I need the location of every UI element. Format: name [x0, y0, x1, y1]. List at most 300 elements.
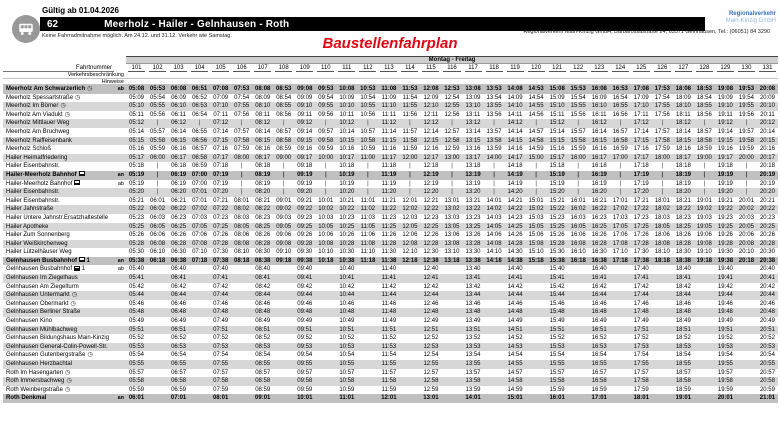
time-cell	[231, 317, 252, 326]
time-cell: 07:01	[192, 189, 208, 196]
time-cell: 16:09	[591, 94, 607, 101]
time-cell: 09:14	[297, 128, 313, 135]
time-cell: 16:00	[570, 154, 586, 161]
time-cell: 15:40	[549, 266, 565, 273]
time-cell: 17:38	[633, 257, 649, 264]
time-cell	[484, 308, 505, 317]
time-cell: 19:46	[717, 300, 733, 307]
time-cell: 09:22	[297, 206, 313, 213]
time-cell	[399, 283, 420, 292]
time-cell: 17:06	[612, 232, 628, 239]
time-cell	[231, 326, 252, 335]
arrival-departure-mark	[114, 334, 126, 343]
time-cell: 14:08	[486, 240, 502, 247]
time-cell	[568, 274, 589, 283]
time-cell: 09:55	[297, 361, 313, 367]
time-cell: 20:10	[759, 103, 775, 110]
stop-name-cell	[3, 137, 114, 146]
time-cell: 13:54	[486, 94, 502, 101]
time-cell: 06:05	[150, 223, 166, 230]
time-cell: 13:17	[465, 154, 481, 161]
trip-number: 129	[717, 64, 734, 72]
time-cell: 13:58	[465, 378, 481, 385]
time-cell: 11:23	[381, 214, 397, 221]
time-cell	[484, 317, 505, 326]
time-cell: 06:26	[171, 232, 187, 239]
time-cell: 18:30	[675, 249, 691, 256]
time-cell	[441, 326, 462, 335]
time-cell	[147, 265, 168, 274]
stop-name: Meerholz Mittlauer Weg	[6, 120, 70, 127]
time-cell: 18:21	[675, 197, 691, 204]
time-cell: 09:11	[297, 111, 313, 118]
time-cell: 15:55	[570, 103, 586, 110]
time-cell	[736, 386, 757, 395]
time-cell: 19:55	[717, 361, 733, 367]
clock-icon: ◷	[60, 103, 66, 110]
time-cell: 11:08	[381, 86, 397, 92]
time-cell: 13:11	[465, 111, 481, 118]
time-cell: 20:28	[759, 240, 775, 247]
time-cell: 09:08	[297, 86, 313, 92]
time-cell: 10:40	[339, 266, 355, 273]
time-cell: 19:08	[696, 240, 712, 247]
time-cell: 06:59	[171, 386, 187, 393]
time-cell: 10:11	[339, 111, 355, 118]
time-cell: 07:16	[213, 146, 229, 153]
stop-name: Hailer Jahnstraße	[6, 206, 54, 213]
time-cell: 06:17	[171, 154, 187, 161]
time-cell: 06:23	[171, 214, 187, 221]
stop-row	[3, 85, 778, 94]
time-cell: 19:18	[717, 163, 733, 170]
time-cell: 07:02	[192, 206, 208, 213]
time-cell	[189, 360, 210, 369]
time-cell	[231, 300, 252, 309]
time-cell: 13:02	[444, 206, 460, 213]
time-cell: |	[535, 163, 537, 170]
arrival-departure-mark	[114, 248, 126, 257]
time-cell: 16:52	[591, 335, 607, 342]
time-cell: 15:48	[549, 309, 565, 316]
time-cell: 17:11	[633, 111, 649, 118]
time-cell: 06:53	[192, 103, 208, 110]
time-cell: 16:16	[591, 146, 607, 153]
time-cell: 11:05	[360, 223, 376, 230]
time-cell: 10:22	[339, 206, 355, 213]
time-cell: 13:56	[486, 111, 502, 118]
time-cell: 08:12	[255, 120, 271, 127]
time-cell: |	[619, 120, 622, 127]
time-cell: 20:05	[738, 223, 754, 230]
clock-icon: ◷	[65, 369, 71, 376]
time-cell: 05:11	[129, 111, 144, 118]
time-cell: 06:12	[171, 120, 187, 127]
time-cell: 08:22	[255, 206, 271, 213]
time-cell: 19:14	[717, 128, 733, 135]
time-cell: 15:53	[549, 343, 565, 350]
stop-row	[3, 111, 778, 120]
time-cell: 05:20	[129, 189, 145, 196]
time-cell	[736, 351, 757, 360]
time-cell: 14:17	[507, 154, 523, 161]
time-cell: 13:10	[444, 249, 460, 256]
stop-row	[3, 145, 778, 154]
time-cell: 19:00	[696, 154, 712, 161]
trip-number: 105	[212, 64, 229, 72]
time-cell	[526, 274, 547, 283]
time-cell: 06:54	[171, 352, 187, 359]
time-cell: 13:52	[465, 335, 481, 342]
stop-name-cell	[3, 343, 114, 352]
time-cell	[399, 394, 420, 403]
time-cell: 17:03	[612, 214, 628, 221]
time-cell	[652, 377, 673, 386]
time-cell: 09:41	[297, 275, 313, 282]
time-cell: 17:40	[633, 266, 649, 273]
time-cell: 17:54	[654, 94, 670, 101]
time-cell: 08:01	[212, 395, 229, 402]
time-cell	[399, 317, 420, 326]
time-cell: 07:10	[213, 103, 229, 110]
time-cell: 13:53	[486, 86, 502, 92]
stop-name-cell	[3, 386, 114, 395]
stop-name: Roth Weinbergstraße	[6, 386, 63, 393]
time-cell	[694, 283, 715, 292]
time-cell: 18:11	[676, 111, 691, 118]
time-cell	[189, 369, 210, 378]
time-cell: 18:55	[675, 361, 691, 367]
time-cell	[484, 377, 505, 386]
company-logo-line2: Main-Kinzig GmbH	[725, 17, 776, 24]
time-cell: 09:49	[297, 318, 313, 325]
time-cell	[568, 283, 589, 292]
time-cell: 12:19	[423, 180, 439, 187]
time-cell: 15:54	[570, 94, 586, 101]
time-cell	[568, 300, 589, 309]
time-cell: 08:14	[255, 128, 271, 135]
time-cell: 09:28	[297, 240, 313, 247]
time-cell: 15:10	[549, 103, 565, 110]
time-cell	[315, 265, 336, 274]
time-cell: 06:55	[171, 361, 187, 367]
time-cell: 08:56	[276, 111, 292, 118]
time-cell	[189, 300, 210, 309]
platform-number: 1	[86, 257, 90, 264]
arrival-departure-mark	[114, 308, 126, 317]
time-cell: 08:55	[255, 361, 271, 367]
time-cell	[315, 343, 336, 352]
time-cell: 15:57	[570, 128, 586, 135]
arrival-departure-mark	[114, 154, 126, 163]
time-cell: 19:06	[696, 232, 712, 239]
time-cell: 17:18	[612, 257, 628, 264]
time-cell: 21:01	[759, 395, 776, 402]
stop-row	[3, 308, 778, 317]
time-cell	[652, 360, 673, 369]
stop-name: Meerholz Raiffeisenbank	[6, 137, 72, 144]
time-cell: 19:58	[717, 378, 733, 385]
trip-number: 125	[633, 64, 650, 72]
time-cell: 13:20	[465, 189, 481, 196]
time-cell: 16:48	[591, 309, 607, 316]
time-cell: 20:40	[759, 266, 775, 273]
time-cell: 10:59	[339, 386, 355, 393]
time-cell: 16:08	[591, 86, 607, 92]
time-cell: 18:20	[675, 189, 691, 196]
time-cell: 20:58	[759, 378, 775, 385]
trip-number: 130	[738, 64, 755, 72]
time-cell: 14:58	[507, 378, 523, 385]
time-cell: 06:58	[192, 154, 208, 161]
time-cell: 14:51	[507, 326, 523, 333]
time-cell: |	[156, 189, 159, 196]
time-cell: |	[577, 180, 579, 187]
time-cell: 06:19	[171, 180, 187, 187]
time-cell: 06:15	[171, 137, 187, 144]
time-cell: 20:16	[759, 146, 775, 153]
time-cell: 12:56	[444, 111, 460, 118]
stop-row	[3, 102, 778, 111]
time-cell: 15:56	[570, 111, 586, 118]
time-cell: 05:08	[128, 86, 145, 92]
time-cell	[526, 317, 547, 326]
time-cell	[610, 283, 631, 292]
time-cell: 07:15	[213, 137, 229, 144]
time-cell: 07:40	[213, 266, 229, 273]
time-cell: |	[156, 171, 159, 178]
time-cell: 06:08	[150, 240, 166, 247]
time-cell: 15:19	[549, 171, 565, 178]
trip-number: 107	[254, 64, 271, 72]
time-cell: 06:11	[171, 111, 186, 118]
time-cell	[231, 334, 252, 343]
time-cell	[484, 300, 505, 309]
time-cell: 11:03	[360, 214, 376, 221]
stop-name-cell	[3, 85, 114, 94]
time-cell: 14:00	[486, 154, 502, 161]
stop-row	[3, 265, 778, 274]
time-cell: 09:30	[297, 249, 313, 256]
time-cell: 10:14	[339, 128, 355, 135]
time-cell: 08:17	[255, 154, 271, 161]
time-cell: 17:57	[654, 128, 670, 135]
time-cell: 08:55	[276, 103, 292, 110]
time-cell: 17:15	[633, 137, 649, 144]
time-cell	[484, 265, 505, 274]
timetable	[3, 56, 778, 403]
time-cell: |	[325, 163, 327, 170]
time-cell: 09:20	[297, 189, 313, 196]
stop-name-cell	[3, 111, 114, 120]
stop-row	[3, 128, 778, 137]
time-cell: 11:14	[381, 128, 397, 135]
time-cell: 06:55	[192, 128, 208, 135]
time-cell: 11:56	[402, 111, 418, 118]
time-cell: 13:15	[465, 137, 481, 144]
time-cell: 10:51	[339, 326, 355, 333]
time-cell: 11:53	[381, 343, 397, 350]
time-cell: 09:48	[297, 309, 313, 316]
time-cell: 16:41	[591, 275, 607, 282]
stop-name: Gelnhausen Gutenbergstraße	[6, 352, 86, 359]
time-cell: |	[240, 189, 243, 196]
time-cell: 07:18	[213, 163, 229, 170]
time-cell: 19:19	[717, 180, 733, 187]
time-cell: |	[661, 163, 664, 170]
time-cell: 20:17	[759, 154, 775, 161]
time-cell: 15:41	[549, 275, 565, 282]
time-cell: 14:18	[507, 163, 523, 170]
trip-number: 116	[443, 64, 460, 72]
time-cell: 13:19	[465, 180, 481, 187]
stop-row	[3, 205, 778, 214]
stop-name: Hailer Eisenbahnstr.	[6, 197, 60, 204]
time-cell	[147, 283, 168, 292]
time-cell	[399, 343, 420, 352]
time-cell	[231, 274, 252, 283]
time-cell: 15:21	[549, 197, 565, 204]
time-cell	[484, 334, 505, 343]
time-cell: 19:54	[738, 94, 754, 101]
stop-row	[3, 137, 778, 146]
time-cell: 06:30	[171, 249, 187, 256]
time-cell: 18:40	[675, 266, 691, 273]
time-cell: 17:16	[633, 146, 649, 153]
time-cell: 18:49	[675, 318, 691, 325]
stop-name-cell	[3, 162, 114, 171]
time-cell: |	[409, 180, 411, 187]
stop-rows	[3, 85, 778, 403]
time-cell: 17:58	[654, 137, 670, 144]
time-cell: 07:52	[213, 335, 229, 342]
time-cell: 08:23	[255, 214, 271, 221]
time-cell	[357, 274, 378, 283]
time-cell: 07:53	[213, 343, 229, 350]
time-cell: |	[240, 180, 243, 187]
stop-name-cell	[3, 257, 114, 266]
time-cell	[231, 360, 252, 369]
stop-name-cell	[3, 308, 114, 317]
trip-number: 124	[612, 64, 629, 72]
time-cell	[357, 317, 378, 326]
time-cell: 13:57	[486, 128, 502, 135]
time-cell: 18:54	[675, 352, 691, 359]
time-cell: 12:10	[402, 249, 418, 256]
time-cell: 13:09	[465, 94, 481, 101]
stop-row	[3, 180, 778, 189]
day-header-band	[3, 56, 778, 64]
time-cell: 10:09	[339, 94, 355, 101]
time-cell: 10:30	[339, 249, 355, 256]
time-cell: |	[409, 189, 411, 196]
time-cell: 10:41	[339, 275, 355, 282]
stop-name-cell	[3, 214, 114, 223]
time-cell: 05:25	[129, 223, 145, 230]
time-cell: 14:12	[507, 120, 523, 127]
time-cell: 16:54	[591, 352, 607, 359]
arrival-departure-mark	[114, 111, 126, 120]
time-cell	[147, 386, 168, 395]
time-cell: |	[703, 180, 706, 187]
time-cell: 19:20	[717, 189, 733, 196]
stop-name: Roth Im Hasengarten	[6, 369, 64, 376]
clock-icon: ◷	[64, 386, 71, 393]
time-cell: 20:14	[759, 128, 775, 135]
time-cell: 05:23	[129, 214, 145, 221]
time-cell: 06:41	[171, 275, 187, 282]
trip-number: 117	[465, 64, 482, 72]
time-cell: |	[367, 189, 369, 196]
time-cell: 19:56	[738, 111, 754, 118]
time-cell: 18:51	[675, 326, 691, 333]
time-cell: 10:01	[297, 395, 313, 402]
time-cell	[399, 369, 420, 378]
time-cell: 17:54	[633, 352, 649, 359]
time-cell	[568, 360, 589, 369]
time-cell	[652, 300, 673, 309]
time-cell: 10:03	[318, 214, 334, 221]
time-cell: 16:40	[591, 266, 607, 273]
arrival-departure-mark	[114, 145, 126, 154]
time-cell: 18:57	[696, 128, 712, 135]
time-cell	[147, 326, 168, 335]
time-cell	[694, 369, 715, 378]
stop-name: Gelnhausen Am Ziegelturm	[6, 283, 79, 290]
time-cell	[315, 386, 336, 395]
time-cell: 17:19	[633, 180, 649, 187]
stop-name: Hailer Heimatfriedering	[6, 154, 68, 161]
stop-name-cell	[3, 102, 114, 111]
stop-name: Roth Denkmal	[6, 395, 47, 402]
time-cell: 10:48	[339, 309, 355, 316]
time-cell: 11:59	[402, 146, 418, 153]
time-cell: 15:00	[528, 154, 544, 161]
time-cell	[399, 308, 420, 317]
time-cell: 12:44	[423, 292, 439, 299]
time-cell: 10:10	[318, 249, 334, 256]
time-cell: 07:22	[213, 206, 229, 213]
service-note: Keine Fahrradmitnahme möglich. Am 24.12. und 31.12. Verkehr wie Samstag.	[42, 33, 232, 39]
time-cell: 13:08	[465, 86, 481, 92]
time-cell: 12:58	[423, 378, 439, 385]
time-cell	[399, 326, 420, 335]
time-cell: 10:55	[360, 103, 376, 110]
time-cell	[357, 291, 378, 300]
time-cell	[189, 265, 210, 274]
time-cell	[610, 386, 631, 395]
time-cell: 18:00	[654, 154, 670, 161]
time-cell: 08:42	[255, 283, 271, 290]
time-cell: |	[240, 163, 243, 170]
time-cell: 14:18	[486, 257, 502, 264]
time-cell: 10:46	[339, 300, 355, 307]
time-cell: 13:08	[444, 240, 460, 247]
time-cell: 11:25	[381, 223, 397, 230]
time-cell: 15:01	[507, 395, 523, 402]
time-cell: 15:16	[549, 146, 565, 153]
time-cell	[231, 291, 252, 300]
trip-number: 122	[570, 64, 587, 72]
time-cell: 18:06	[654, 232, 670, 239]
arrival-departure-mark	[114, 128, 126, 137]
time-cell: 06:56	[192, 137, 208, 144]
time-cell: 15:06	[528, 232, 544, 239]
time-cell: 18:10	[654, 249, 670, 256]
time-cell: 11:16	[381, 146, 397, 153]
time-cell: 14:41	[507, 275, 523, 282]
time-cell: 07:00	[192, 180, 208, 187]
